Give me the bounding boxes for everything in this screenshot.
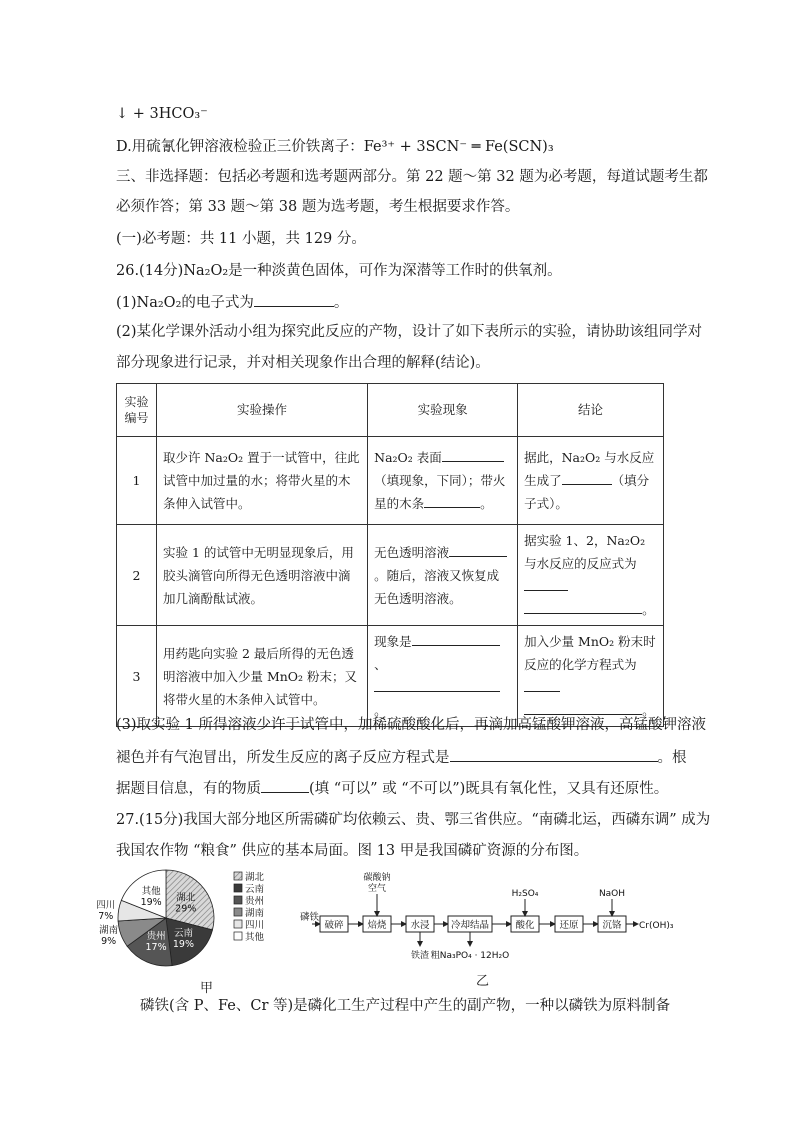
- pie-label-四川: 四川 7%: [96, 900, 116, 923]
- table-header-row: [117, 384, 664, 437]
- concl-text: 。: [642, 703, 655, 718]
- required-questions-header: (一)必考题：共 11 小题，共 129 分。: [116, 231, 366, 247]
- legend-swatch-湖北: [234, 872, 242, 880]
- answer-blank[interactable]: [261, 778, 309, 793]
- part-3-text: 褪色并有气泡冒出，所发生反应的离子反应方程式是: [116, 750, 450, 766]
- answer-blank[interactable]: [374, 677, 500, 692]
- legend-swatch-其他: [234, 932, 242, 940]
- part-3-final-end: (填 “可以” 或 “不可以”)既具有氧化性，又具有还原性。: [309, 781, 669, 797]
- figure-caption-jia: 甲: [200, 981, 214, 996]
- table-row: [117, 525, 664, 626]
- concl-text: 据实验 1、2，Na₂O₂ 与水反应的反应式为: [524, 533, 646, 571]
- concl-text: 据此，Na₂O₂ 与水反应生成了: [524, 450, 655, 488]
- concl-text: 加入少量 MnO₂ 粉末时反应的化学方程式为: [524, 634, 656, 672]
- row-phenomenon: [368, 525, 518, 626]
- flow-output-cryst: 粗Na₃PO₄ · 12H₂O: [430, 951, 510, 961]
- row-operation: 用药匙向实验 2 最后所得的无色透明溶液中加入少量 MnO₂ 粉末；又将带火星的木条伸入试管中。: [156, 626, 367, 727]
- answer-blank[interactable]: [524, 677, 560, 692]
- flow-product: Cr(OH)₃: [639, 921, 674, 931]
- header-operation: 实验操作: [156, 384, 367, 437]
- question-26-part-3-cont: [116, 747, 687, 768]
- experiment-table: [116, 383, 664, 727]
- question-26-stem: 26.(14分)Na₂O₂是一种淡黄色固体，可作为深潜等工作时的供氧剂。: [116, 263, 562, 279]
- question-26-part-2-cont: 部分现象进行记录，并对相关现象作出合理的解释(结论)。: [116, 355, 490, 371]
- concl-text: （填分子式）。: [524, 473, 650, 511]
- process-flow-diagram: [298, 873, 674, 966]
- flow-start: 磷铁: [300, 912, 320, 923]
- table-row: [117, 437, 664, 525]
- legend-swatch-贵州: [234, 896, 242, 904]
- pie-label-云南: 云南 19%: [172, 927, 195, 950]
- flow-step-水浸: 水浸: [410, 920, 430, 931]
- flow-input-acid: H₂SO₄: [511, 889, 539, 899]
- row-conclusion: [518, 626, 664, 727]
- flow-input-precip: NaOH: [598, 889, 626, 899]
- phen-text: 现象是: [374, 634, 412, 649]
- header-phenomenon: 实验现象: [368, 384, 518, 437]
- concl-text: 。: [642, 602, 655, 617]
- row-operation: 实验 1 的试管中无明显现象后，用胶头滴管向所得无色透明溶液中滴加几滴酚酞试液。: [156, 525, 367, 626]
- answer-blank[interactable]: [412, 631, 500, 646]
- flow-input-roast: 碳酸钠空气: [363, 873, 391, 894]
- part-3-final-text: 据题目信息，有的物质: [116, 781, 261, 797]
- answer-blank[interactable]: [442, 447, 504, 462]
- answer-blank[interactable]: [524, 576, 568, 591]
- legend-swatch-云南: [234, 884, 242, 892]
- row-id: 1: [117, 437, 157, 525]
- phen-text: 。: [480, 496, 493, 511]
- legend-label-云南: 云南: [245, 884, 265, 895]
- answer-blank[interactable]: [424, 493, 480, 508]
- answer-blank[interactable]: [449, 542, 507, 557]
- table-row: [117, 626, 664, 727]
- phen-text: 。: [374, 703, 387, 718]
- part-1-text: (1)Na₂O₂的电子式为: [116, 295, 254, 311]
- flow-step-冷却结晶: 冷却结晶: [450, 920, 490, 931]
- answer-blank[interactable]: [524, 700, 642, 715]
- part-3-text-end: 。根: [657, 750, 687, 766]
- question-27-stem: 27.(15分)我国大部分地区所需磷矿均依赖云、贵、鄂三省供应。“南磷北运，西磷东调” 成为: [116, 812, 711, 828]
- flow-step-焙烧: 焙烧: [367, 920, 387, 931]
- pie-label-其他: 其他 19%: [140, 886, 162, 909]
- question-26-part-3-final: [116, 778, 668, 799]
- row-phenomenon: [368, 437, 518, 525]
- question-26-part-3: (3)取实验 1 所得溶液少许于试管中，加稀硫酸酸化后，再滴加高锰酸钾溶液，高锰酸钾溶液: [116, 717, 706, 733]
- phen-text: Na₂O₂ 表面: [374, 450, 442, 465]
- phen-text: 、: [374, 657, 387, 672]
- header-id: 实验编号: [117, 384, 157, 437]
- answer-blank[interactable]: [562, 470, 612, 485]
- row-phenomenon: [368, 626, 518, 727]
- section-three-intro-cont: 必须作答；第 33 题～第 38 题为选考题，考生根据要求作答。: [116, 199, 520, 215]
- pie-label-湖北: 湖北 29%: [175, 892, 197, 915]
- legend-label-其他: 其他: [245, 932, 265, 943]
- phosphate-distribution-pie-chart: [96, 866, 300, 976]
- legend-swatch-湖南: [234, 908, 242, 916]
- question-26-part-2: (2)某化学课外活动小组为探究此反应的产物，设计了如下表所示的实验，请协助该组同学对: [116, 324, 703, 340]
- flow-step-酸化: 酸化: [515, 920, 535, 931]
- flow-step-还原: 还原: [559, 920, 579, 931]
- legend-label-湖北: 湖北: [245, 872, 265, 883]
- header-conclusion: 结论: [518, 384, 664, 437]
- row-id: 2: [117, 525, 157, 626]
- flow-output-leach: 铁渣: [410, 951, 430, 961]
- row-operation: 取少许 Na₂O₂ 置于一试管中，往此试管中加过量的水；将带火星的木条伸入试管中。: [156, 437, 367, 525]
- flow-step-破碎: 破碎: [324, 920, 344, 931]
- row-id: 3: [117, 626, 157, 727]
- row-conclusion: [518, 525, 664, 626]
- answer-blank[interactable]: [254, 292, 334, 307]
- legend-label-贵州: 贵州: [245, 896, 265, 907]
- legend-label-湖南: 湖南: [245, 908, 265, 919]
- option-d: D.用硫氰化钾溶液检验正三价铁离子：Fe³⁺ + 3SCN⁻ ═ Fe(SCN)₃: [116, 139, 554, 155]
- answer-blank[interactable]: [524, 599, 642, 614]
- phen-text: （填现象，下同）；带火星的木条: [374, 473, 506, 511]
- figure-caption-yi: 乙: [476, 974, 490, 989]
- phosphorus-iron-intro: 磷铁(含 P、Fe、Cr 等)是磷化工生产过程中产生的副产物，一种以磷铁为原料制备: [140, 998, 671, 1014]
- phen-text: 无色透明溶液: [374, 544, 450, 560]
- question-26-part-1: [116, 292, 348, 313]
- phen-text: 。随后，溶液又恢复成无色透明溶液。: [374, 567, 500, 606]
- legend-swatch-四川: [234, 920, 242, 928]
- pie-label-贵州: 贵州 17%: [145, 930, 167, 953]
- equation-continuation: ↓ + 3HCO₃⁻: [116, 106, 208, 122]
- legend-label-四川: 四川: [245, 920, 265, 931]
- flow-step-沉铬: 沉铬: [602, 920, 622, 931]
- answer-blank[interactable]: [450, 747, 658, 762]
- part-1-end: 。: [333, 295, 349, 311]
- question-27-stem-cont: 我国农作物 “粮食” 供应的基本局面。图 13 甲是我国磷矿资源的分布图。: [116, 843, 589, 859]
- section-three-intro: 三、非选择题：包括必考题和选考题两部分。第 22 题～第 32 题为必考题，每道试题考生都: [116, 169, 708, 185]
- pie-label-湖南: 湖南 9%: [99, 924, 119, 947]
- row-conclusion: [518, 437, 664, 525]
